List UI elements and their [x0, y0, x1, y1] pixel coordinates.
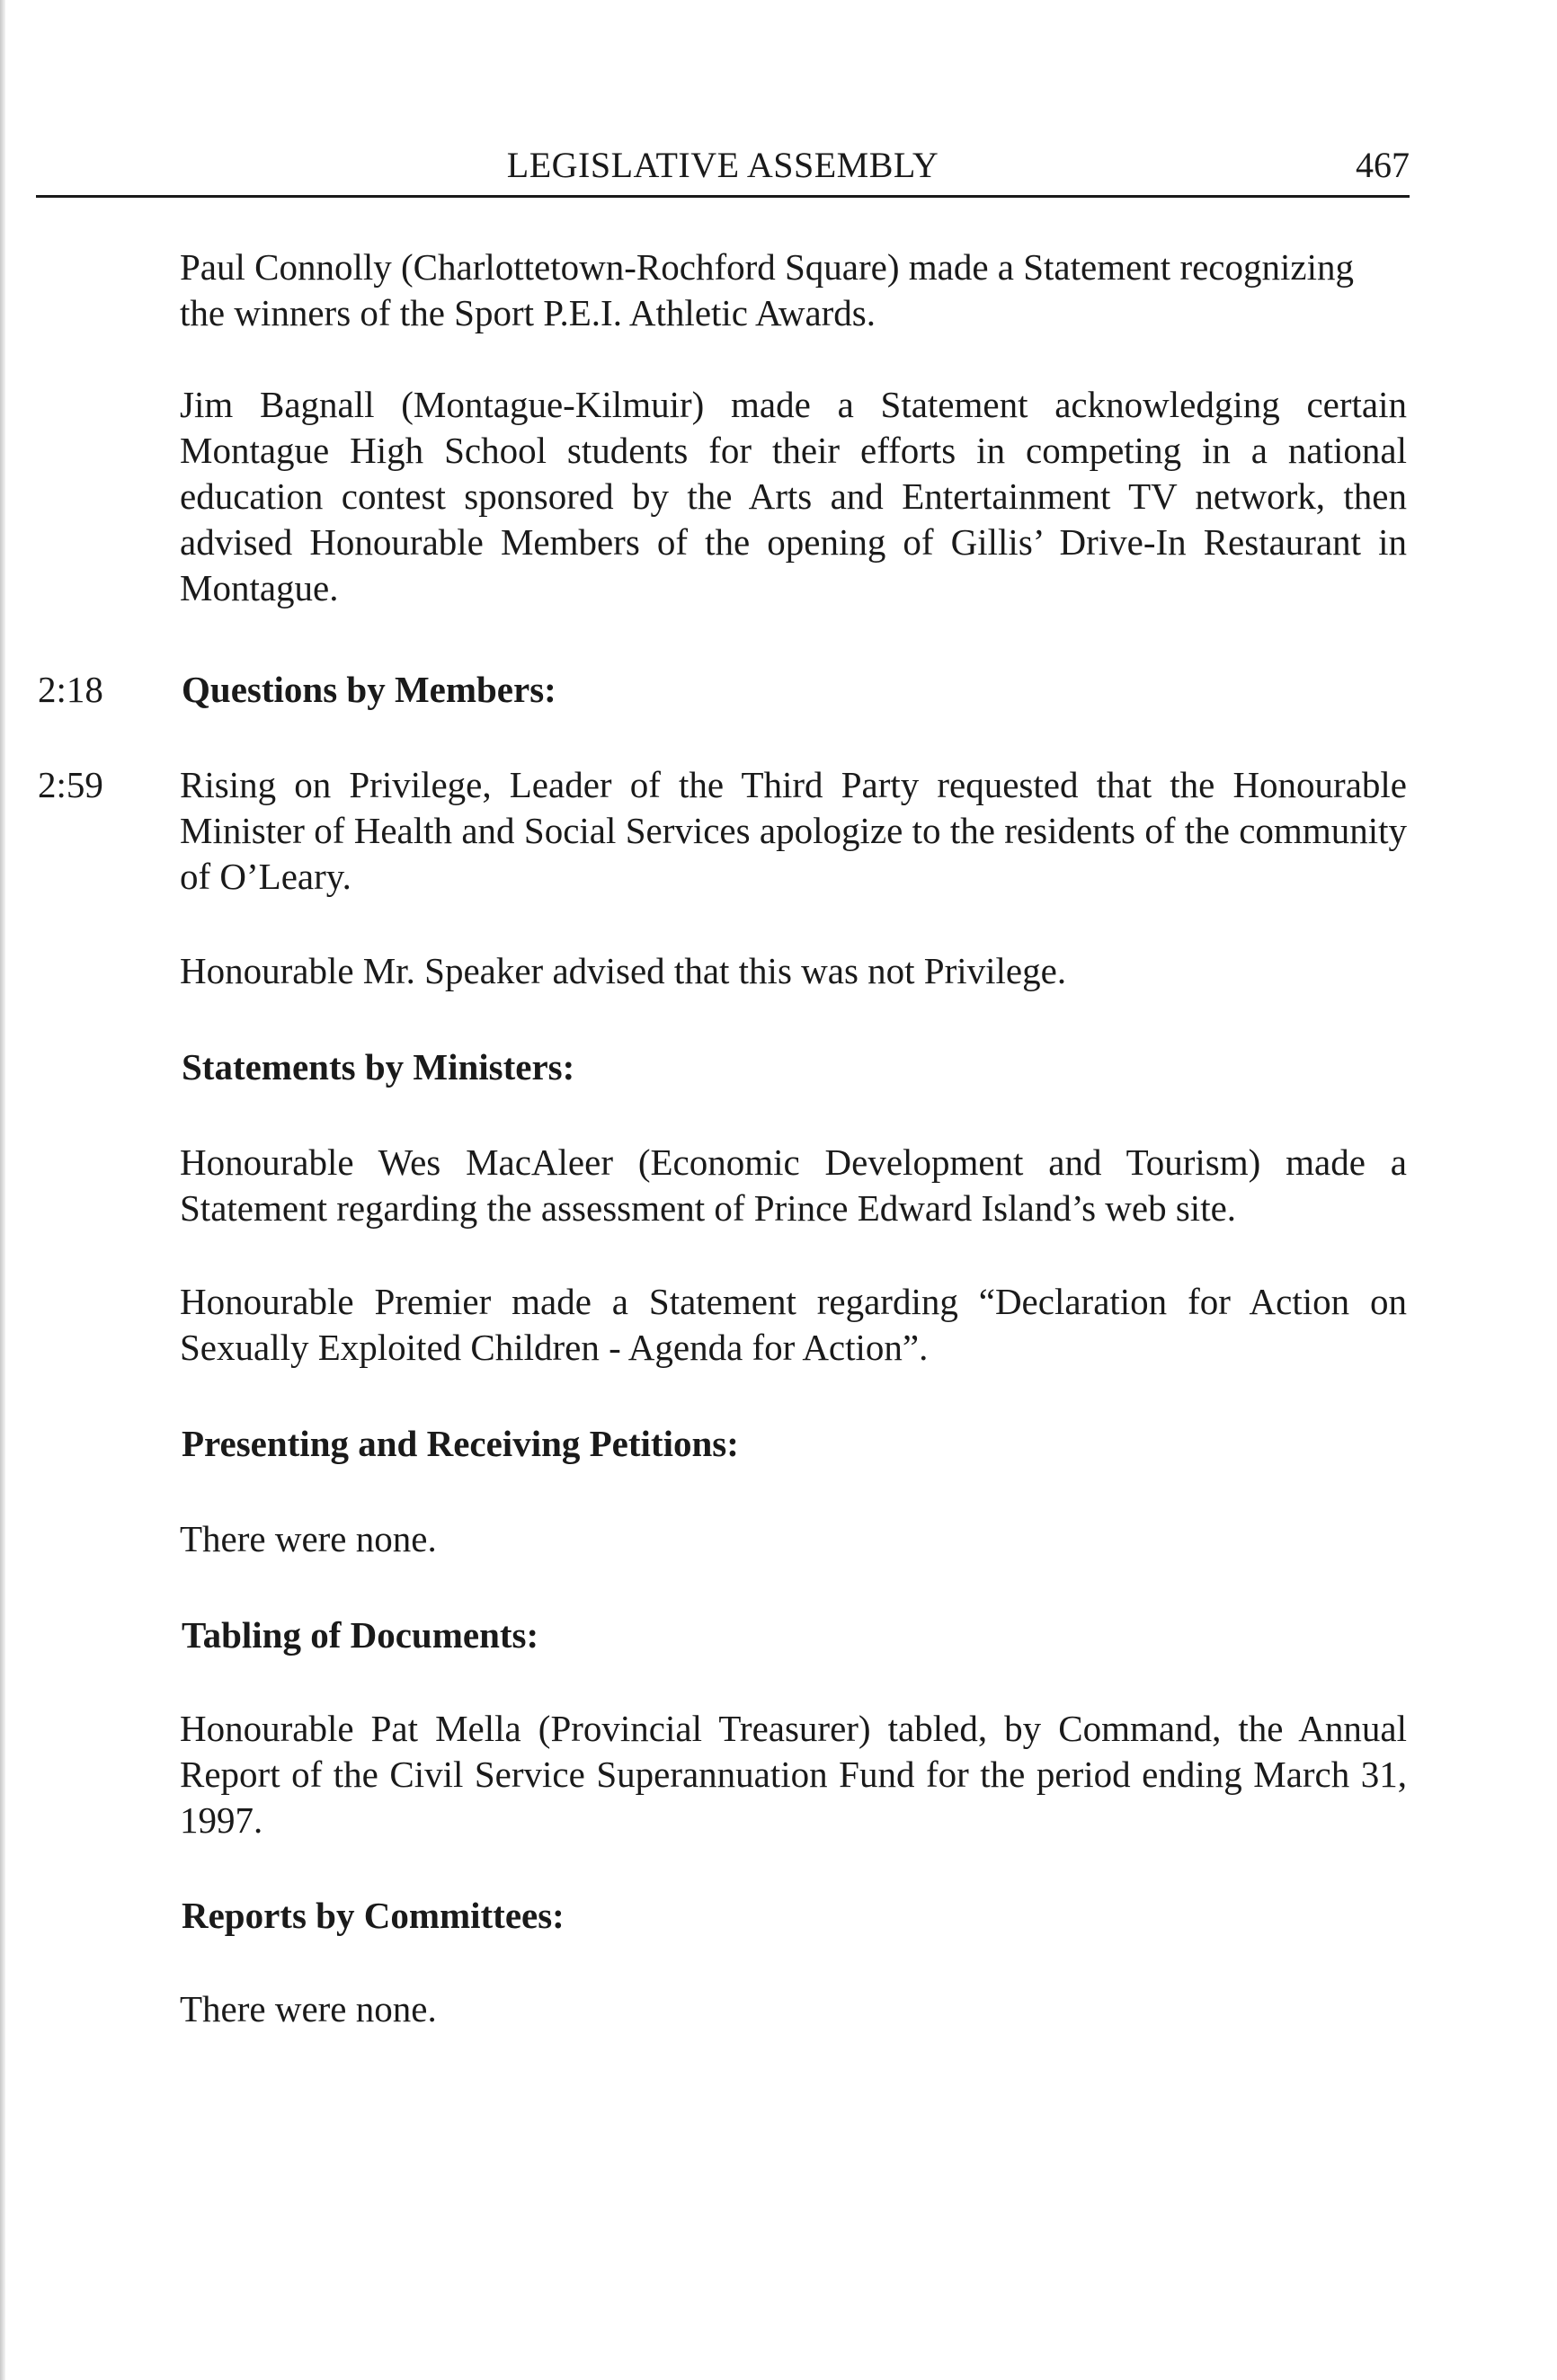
paragraph-mella-tabling: Honourable Pat Mella (Provincial Treasurer) tabled, by Command, the Annual Report of the Civil Service Superannuation Fund for the period ending March 31, 1997.: [180, 1708, 1407, 1841]
heading-petitions: Presenting and Receiving Petitions:: [182, 1423, 739, 1464]
paragraph-petitions-none: There were none.: [180, 1518, 437, 1559]
paragraph-bagnall-statement: Jim Bagnall (Montague-Kilmuir) made a Statement acknowledging certain Montague High School students for their efforts in competing in a national education contest sponsored by the Arts and Entertainment TV network, then advised Honourable Members of the opening of Gillis’ Drive-In Restaurant in Montague.: [180, 384, 1407, 608]
paragraph-privilege: Rising on Privilege, Leader of the Third Party requested that the Honourable Minister of Health and Social Services apologize to the residents of the community of O’Leary.: [180, 764, 1407, 897]
heading-statements-by-ministers: Statements by Ministers:: [182, 1046, 575, 1088]
heading-reports-by-committees: Reports by Committees:: [182, 1895, 565, 1936]
header-rule: [36, 195, 1410, 198]
page-header: [36, 144, 1410, 198]
scan-edge-shadow: [0, 0, 5, 2380]
paragraph-macaleer-statement: Honourable Wes MacAleer (Economic Development and Tourism) made a Statement regarding the assessment of Prince Edward Island’s web site.: [180, 1141, 1407, 1229]
header-title: LEGISLATIVE ASSEMBLY: [506, 145, 939, 185]
paragraph-premier-statement: Honourable Premier made a Statement regarding “Declaration for Action on Sexually Exploited Children - Agenda for Action”.: [180, 1281, 1407, 1368]
time-marker-questions: 2:18: [38, 669, 103, 710]
paragraph-speaker-ruling: Honourable Mr. Speaker advised that this was not Privilege.: [180, 950, 1067, 991]
paragraph-committees-none: There were none.: [180, 1988, 437, 2029]
heading-tabling-of-documents: Tabling of Documents:: [182, 1614, 539, 1656]
paragraph-connolly-statement: Paul Connolly (Charlottetown-Rochford Square) made a Statement recognizing the winners of the Sport P.E.I. Athletic Awards.: [180, 246, 1354, 333]
time-marker-privilege: 2:59: [38, 764, 103, 805]
heading-questions-by-members: Questions by Members:: [182, 669, 556, 710]
page-number: 467: [1356, 145, 1410, 185]
